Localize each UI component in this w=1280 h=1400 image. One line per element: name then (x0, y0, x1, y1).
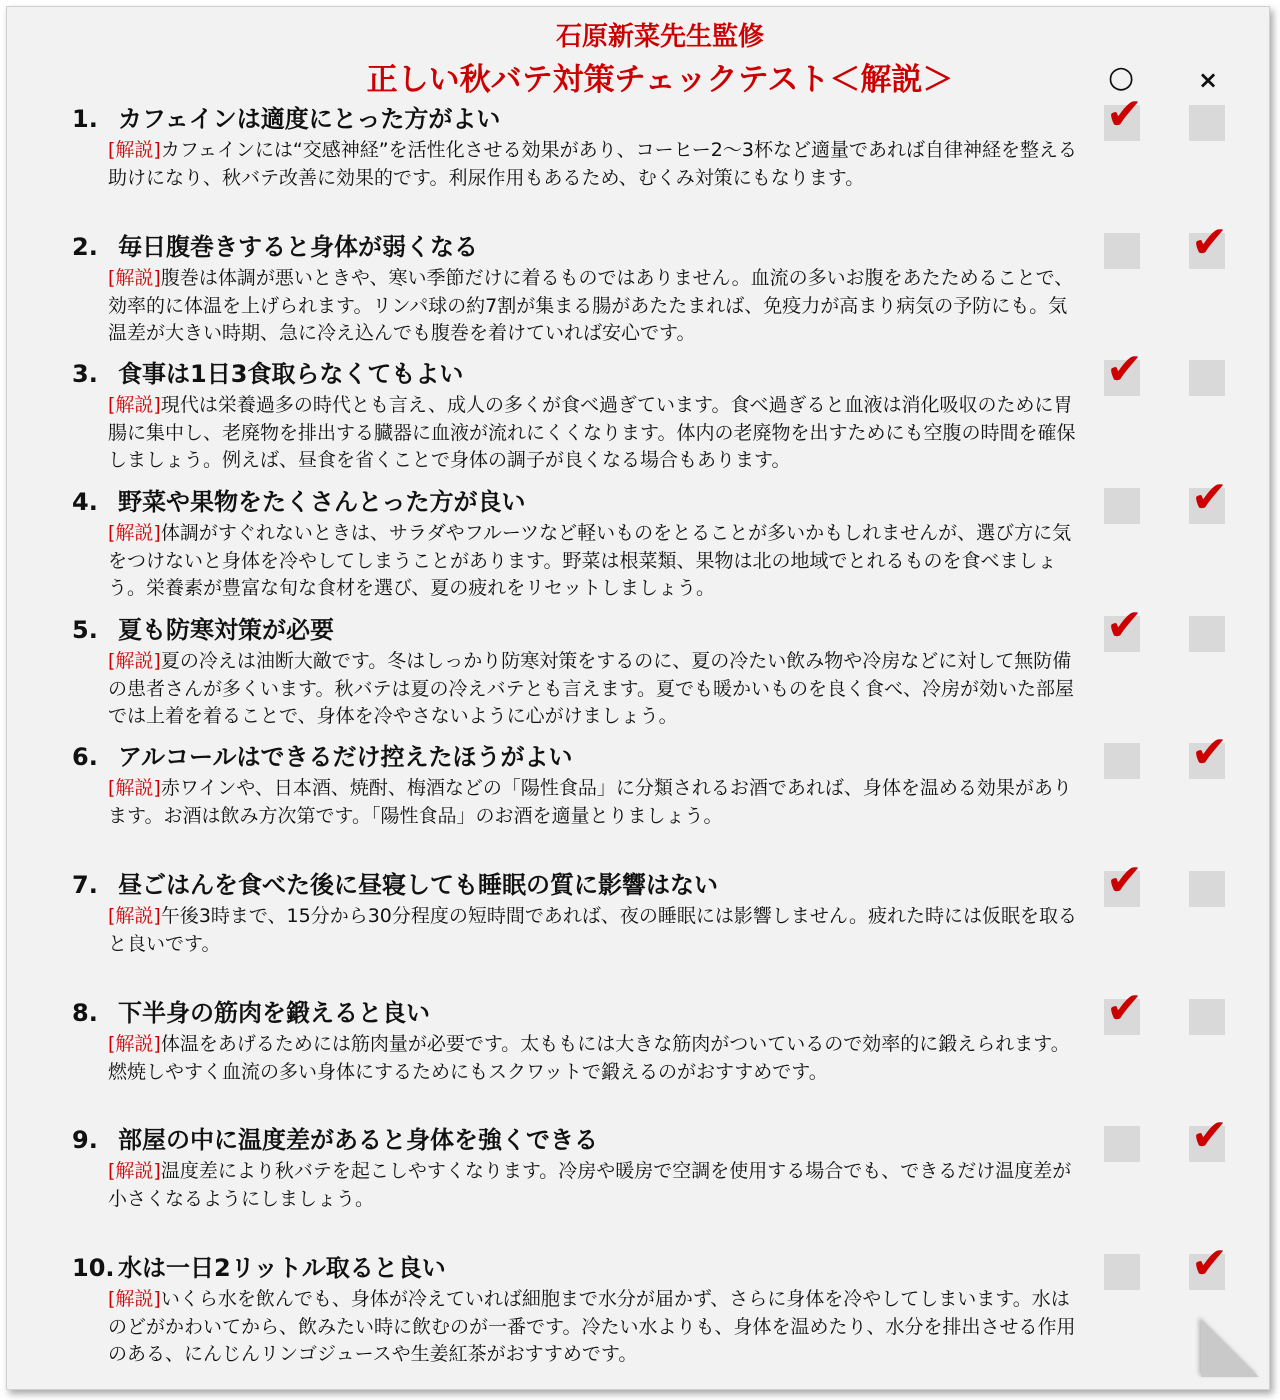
explanation-tag: [解説] (108, 777, 161, 799)
correct-checkbox[interactable] (1104, 233, 1140, 269)
check-mark-icon: ✔ (1106, 600, 1143, 651)
question-number: 9. (72, 1126, 98, 1154)
question-number: 8. (72, 999, 98, 1027)
explanation-text: 腹巻は体調が悪いときや、寒い季節だけに着るものではありません。血流の多いお腹をあたためることで、効率的に体温を上げられます。リンパ球の約7割が集まる腸があたたまれば、免疫力が高まり病気の予防にも。気温差が大きい時期、急に冷え込んでも腹巻を着けていれば安心です。 (108, 267, 1074, 344)
explanation-text: 体調がすぐれないときは、サラダやフルーツなど軽いものをとることが多いかもしれませんが、選び方に気をつけないと身体を冷やしてしまうことがあります。野菜は根菜類、果物は北の地域でとれるものを食べましょう。栄養素が豊富な旬な食材を選び、夏の疲れをリセットしましょう。 (108, 522, 1072, 599)
correct-checkbox[interactable] (1104, 1126, 1140, 1162)
incorrect-column-header: × (1198, 66, 1219, 94)
explanation-text: カフェインには“交感神経”を活性化させる効果があり、コーヒー2〜3杯など適量であれば自律神経を整える助けになり、秋バテ改善に効果的です。利尿作用もあるため、むくみ対策にもなります。 (108, 139, 1077, 189)
explanation (108, 903, 1082, 958)
question-item (72, 869, 1082, 958)
explanation-tag: [解説] (108, 267, 161, 289)
page-curl (1201, 1319, 1259, 1377)
question-item (72, 1124, 1082, 1213)
check-mark-icon: ✔ (1191, 472, 1228, 523)
correct-checkbox[interactable] (1104, 488, 1140, 524)
correct-column-header: ○ (1108, 60, 1135, 95)
question-text: 昼ごはんを食べた後に昼寝しても睡眠の質に影響はない (118, 871, 718, 899)
question-heading (72, 741, 1082, 773)
check-mark-icon: ✔ (1191, 727, 1228, 778)
explanation (108, 265, 1082, 348)
check-mark-icon: ✔ (1106, 855, 1143, 906)
question-item (72, 741, 1082, 830)
question-number: 10. (72, 1254, 115, 1282)
question-item (72, 231, 1082, 348)
check-mark-icon: ✔ (1191, 217, 1228, 268)
correct-checkbox[interactable] (1104, 600, 1143, 652)
incorrect-checkbox[interactable] (1189, 1238, 1228, 1290)
incorrect-checkbox[interactable] (1189, 217, 1228, 269)
question-text: アルコールはできるだけ控えたほうがよい (118, 743, 573, 771)
question-text: 部屋の中に温度差があると身体を強くできる (118, 1126, 598, 1154)
question-text: 毎日腹巻きすると身体が弱くなる (118, 233, 478, 261)
question-heading (72, 869, 1082, 901)
question-number: 4. (72, 488, 98, 516)
check-mark-icon: ✔ (1191, 1110, 1228, 1161)
incorrect-checkbox[interactable] (1189, 999, 1225, 1035)
question-item (72, 997, 1082, 1086)
question-item (72, 614, 1082, 731)
question-text: 夏も防寒対策が必要 (118, 616, 334, 644)
correct-checkbox[interactable] (1104, 743, 1140, 779)
question-heading (72, 1252, 1082, 1284)
incorrect-checkbox[interactable] (1189, 360, 1225, 396)
supervisor-title: 石原新菜先生監修 (555, 22, 764, 52)
incorrect-checkbox[interactable] (1189, 1110, 1228, 1162)
explanation-tag: [解説] (108, 1160, 161, 1182)
correct-checkbox[interactable] (1104, 344, 1143, 396)
explanation-tag: [解説] (108, 1033, 161, 1055)
question-heading (72, 614, 1082, 646)
check-mark-icon: ✔ (1106, 344, 1143, 395)
correct-checkbox[interactable] (1104, 89, 1143, 141)
question-text: 下半身の筋肉を鍛えると良い (118, 999, 430, 1027)
correct-checkbox[interactable] (1104, 855, 1143, 907)
explanation-text: いくら水を飲んでも、身体が冷えていれば細胞まで水分が届かず、さらに身体を冷やしてしまいます。水はのどがかわいてから、飲みたい時に飲むのが一番です。冷たい水よりも、身体を温めたり、水分を排出させる作用のある、にんじんリンゴジュースや生姜紅茶がおすすめです。 (108, 1288, 1076, 1365)
question-heading (72, 997, 1082, 1029)
explanation (108, 520, 1082, 603)
explanation-text: 午後3時まで、15分から30分程度の短時間であれば、夜の睡眠には影響しません。疲れた時には仮眠を取ると良いです。 (108, 905, 1078, 955)
question-number: 5. (72, 616, 98, 644)
incorrect-checkbox[interactable] (1189, 727, 1228, 779)
explanation-tag: [解説] (108, 905, 161, 927)
explanation-text: 温度差により秋バテを起こしやすくなります。冷房や暖房で空調を使用する場合でも、できるだけ温度差が小さくなるようにしましょう。 (108, 1160, 1072, 1210)
question-text: 野菜や果物をたくさんとった方が良い (118, 488, 526, 516)
question-item (72, 486, 1082, 603)
explanation-tag: [解説] (108, 1288, 161, 1310)
explanation-tag: [解説] (108, 139, 161, 161)
explanation (108, 137, 1082, 192)
question-text: カフェインは適度にとった方がよい (118, 105, 501, 133)
incorrect-checkbox[interactable] (1189, 871, 1225, 907)
question-item (72, 103, 1082, 192)
explanation-tag: [解説] (108, 394, 161, 416)
explanation-text: 体温をあげるためには筋肉量が必要です。太ももには大きな筋肉がついているので効率的に鍛えられます。燃焼しやすく血流の多い身体にするためにもスクワットで鍛えるのがおすすめです。 (108, 1033, 1070, 1083)
incorrect-checkbox[interactable] (1189, 616, 1225, 652)
explanation (108, 1158, 1082, 1213)
explanation-text: 赤ワインや、日本酒、焼酎、梅酒などの「陽性食品」に分類されるお酒であれば、身体を温める効果があります。お酒は飲み方次第です。「陽性食品」のお酒を適量とりましょう。 (108, 777, 1072, 827)
explanation (108, 1286, 1082, 1369)
question-item (72, 358, 1082, 475)
question-heading (72, 1124, 1082, 1156)
explanation-text: 現代は栄養過多の時代とも言え、成人の多くが食べ過ぎています。食べ過ぎると血液は消化吸収のために胃腸に集中し、老廃物を排出する臓器に血液が流れにくくなります。体内の老廃物を出すためにも空腹の時間を確保しましょう。例えば、昼食を省くことで身体の調子が良くなる場合もあります。 (108, 394, 1076, 471)
question-heading (72, 486, 1082, 518)
question-number: 6. (72, 743, 98, 771)
explanation (108, 1031, 1082, 1086)
question-heading (72, 103, 1082, 135)
check-mark-icon: ✔ (1106, 89, 1143, 140)
explanation-text: 夏の冷えは油断大敵です。冬はしっかり防寒対策をするのに、夏の冷たい飲み物や冷房などに対して無防備の患者さんが多くいます。秋バテは夏の冷えバテとも言えます。夏でも暖かいものを良く食べ、冷房が効いた部屋では上着を着ることで、身体を冷やさないように心がけましょう。 (108, 650, 1074, 727)
question-text: 食事は1日3食取らなくてもよい (118, 360, 464, 388)
correct-checkbox[interactable] (1104, 983, 1143, 1035)
check-mark-icon: ✔ (1106, 983, 1143, 1034)
question-text: 水は一日2リットル取ると良い (118, 1254, 446, 1282)
question-number: 2. (72, 233, 98, 261)
question-number: 7. (72, 871, 98, 899)
explanation-tag: [解説] (108, 522, 161, 544)
question-heading (72, 231, 1082, 263)
question-heading (72, 358, 1082, 390)
explanation-tag: [解説] (108, 650, 161, 672)
check-mark-icon: ✔ (1191, 1238, 1228, 1289)
explanation (108, 392, 1082, 475)
incorrect-checkbox[interactable] (1189, 472, 1228, 524)
page-title: 正しい秋バテ対策チェックテスト＜解説＞ (366, 62, 954, 98)
question-number: 3. (72, 360, 98, 388)
question-item (72, 1252, 1082, 1369)
explanation (108, 775, 1082, 830)
explanation (108, 648, 1082, 731)
question-number: 1. (72, 105, 98, 133)
correct-checkbox[interactable] (1104, 1254, 1140, 1290)
incorrect-checkbox[interactable] (1189, 105, 1225, 141)
